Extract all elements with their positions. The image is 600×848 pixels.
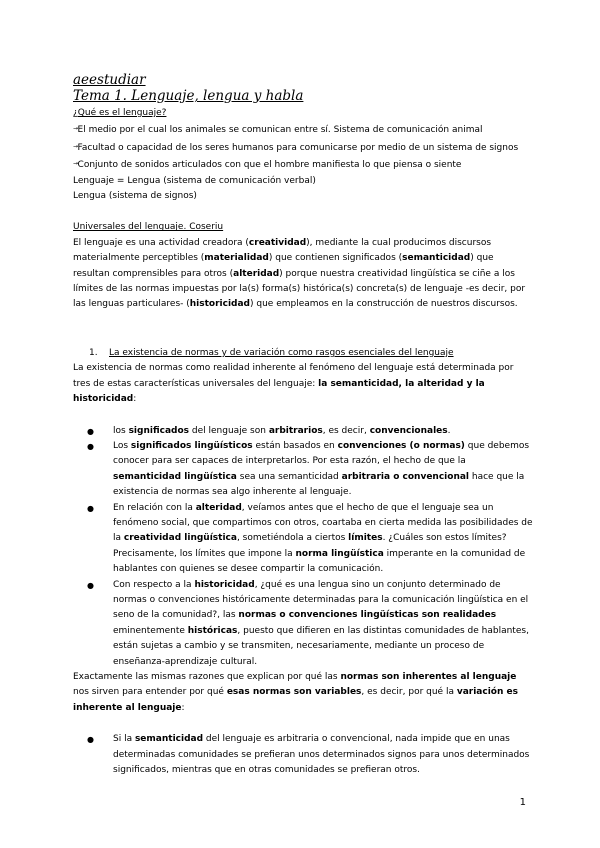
definition-line: →Facultad o capacidad de los seres humanos para comunicarse por medio de un sistema de signos	[73, 142, 519, 153]
bullet-icon: ●	[87, 441, 94, 451]
list-item: ● Con respecto a la historicidad, ¿qué es una lengua sino un conjunto determinado de normas o convenciones históricamente determinadas para la comunicación lingüística en el seno de la comunidad?, las normas o convenciones lingüísticas son realidades eminentemente históricas, puesto que difieren en las distintas comunidades de hablantes, están sujetas a cambio y se transmiten, necesariamente, mediante un proceso de enseñanza-aprendizaje cultural.	[87, 579, 529, 667]
definition-line: →Conjunto de sonidos articulados con que el hombre manifiesta lo que piensa o siente	[73, 160, 462, 171]
bullet-icon: ●	[87, 426, 94, 436]
page-content	[73, 73, 533, 778]
arrow-icon: →	[73, 142, 78, 150]
page-number: 1	[519, 797, 526, 808]
list-item: ● los significados del lenguaje son arbitrarios, es decir, convencionales.	[83, 424, 533, 439]
section-intro: La existencia de normas como realidad inherente al fenómeno del lenguaje está determinada por tres de estas características universales del lenguaje: la semanticidad, la alteridad y la historicidad:	[73, 363, 514, 405]
characteristics-list	[73, 424, 533, 671]
definition-line: →El medio por el cual los animales se comunican entre sí. Sistema de comunicación animal	[73, 125, 483, 136]
universals-paragraph: El lenguaje es una actividad creadora (creatividad), mediante la cual producimos discursos materialmente perceptibles (materialidad) que contienen significados (semanticidad) que resultan comprensibles para otros (alteridad) porque nuestra creatividad lingüística se ciñe a los límites de las normas impuestas por la(s) forma(s) histórica(s) concreta(s) de lenguaje -es decir, por las lenguas particulares- (historicidad) que empleamos en la construcción de nuestros discursos.	[73, 237, 526, 310]
variation-list	[73, 732, 533, 778]
list-item: ● Los significados lingüísticos están basados en convenciones (o normas) que debemos conocer para ser capaces de interpretarlos. Por esta razón, el hecho de que la semanticidad lingüística sea una semanticidad arbitraria o convencional hace que la existencia de normas sea algo inherente al lenguaje.	[87, 440, 530, 498]
bullet-icon: ●	[87, 580, 94, 590]
list-item: ● En relación con la alteridad, veíamos antes que el hecho de que el lenguaje sea un fenómeno social, que compartimos con otros, coartaba en cierta medida las posibilidades de la creatividad lingüística, sometiéndola a ciertos límites. ¿Cuáles son estos límites? Precisamente, los límites que impone la norma lingüística imperante en la comunidad de hablantes con quienes se desee compartir la comunicación.	[87, 502, 533, 575]
arrow-icon: →	[73, 160, 78, 168]
section-heading	[73, 346, 533, 361]
section-number: 1.	[89, 347, 98, 358]
section-title: La existencia de normas y de variación como rasgos esenciales del lenguaje	[109, 347, 454, 358]
list-item: ● Si la semanticidad del lenguaje es arbitraria o convencional, nada impide que en unas determinadas comunidades se prefieran unos determinados signos para unos determinados significados, mientras que en otras comunidades se prefieran otros.	[87, 734, 530, 776]
conclusion-paragraph: Exactamente las mismas razones que explican por qué las normas son inherentes al lenguaje nos sirven para entender por qué esas normas son variables, es decir, por qué la variación es inherente al lenguaje:	[73, 672, 518, 713]
brand-title: aeestudiar	[73, 72, 146, 88]
document-title: Tema 1. Lenguaje, lengua y habla	[73, 88, 304, 104]
bullet-icon: ●	[87, 735, 94, 745]
arrow-icon: →	[73, 125, 78, 133]
bullet-icon: ●	[87, 503, 94, 513]
universals-heading: Universales del lenguaje. Coseriu	[73, 222, 224, 233]
equivalence-line: Lenguaje = Lengua (sistema de comunicación verbal)	[73, 175, 316, 186]
equivalence-line: Lengua (sistema de signos)	[73, 191, 197, 202]
question-heading: ¿Qué es el lenguaje?	[73, 108, 167, 118]
